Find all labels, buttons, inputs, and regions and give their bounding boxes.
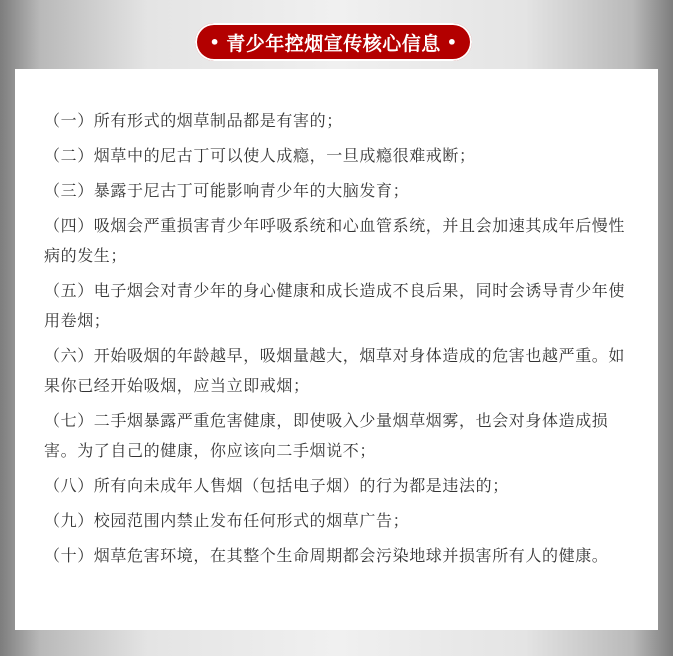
list-item-8: （八）所有向未成年人售烟（包括电子烟）的行为都是违法的； <box>44 476 509 495</box>
list-item-6: （六）开始吸烟的年龄越早，吸烟量越大，烟草对身体造成的危害也越严重。如果你已经开始吸烟，应当立即戒烟； <box>44 346 626 395</box>
list-item-7: （七）二手烟暴露严重危害健康，即使吸入少量烟草烟雾，也会对身体造成损害。为了自己的健康，你应该向二手烟说不； <box>44 411 609 460</box>
bullet-dot-left: • <box>209 32 221 52</box>
list-item-9: （九）校园范围内禁止发布任何形式的烟草广告； <box>44 511 410 530</box>
header-banner <box>195 23 472 61</box>
content-card <box>15 69 658 630</box>
list-item-4: （四）吸烟会严重损害青少年呼吸系统和心血管系统，并且会加速其成年后慢性病的发生； <box>44 216 626 265</box>
list-item-5: （五）电子烟会对青少年的身心健康和成长造成不良后果，同时会诱导青少年使用卷烟； <box>44 281 626 330</box>
page-title: 青少年控烟宣传核心信息 <box>226 32 441 55</box>
list-item-10: （十）烟草危害环境，在其整个生命周期都会污染地球并损害所有人的健康。 <box>44 546 609 565</box>
list-item-3: （三）暴露于尼古丁可能影响青少年的大脑发育； <box>44 181 410 200</box>
bullet-dot-right: • <box>446 32 458 52</box>
list-item-2: （二）烟草中的尼古丁可以使人成瘾，一旦成瘾很难戒断； <box>44 146 476 165</box>
list-item-1: （一）所有形式的烟草制品都是有害的； <box>44 111 343 130</box>
